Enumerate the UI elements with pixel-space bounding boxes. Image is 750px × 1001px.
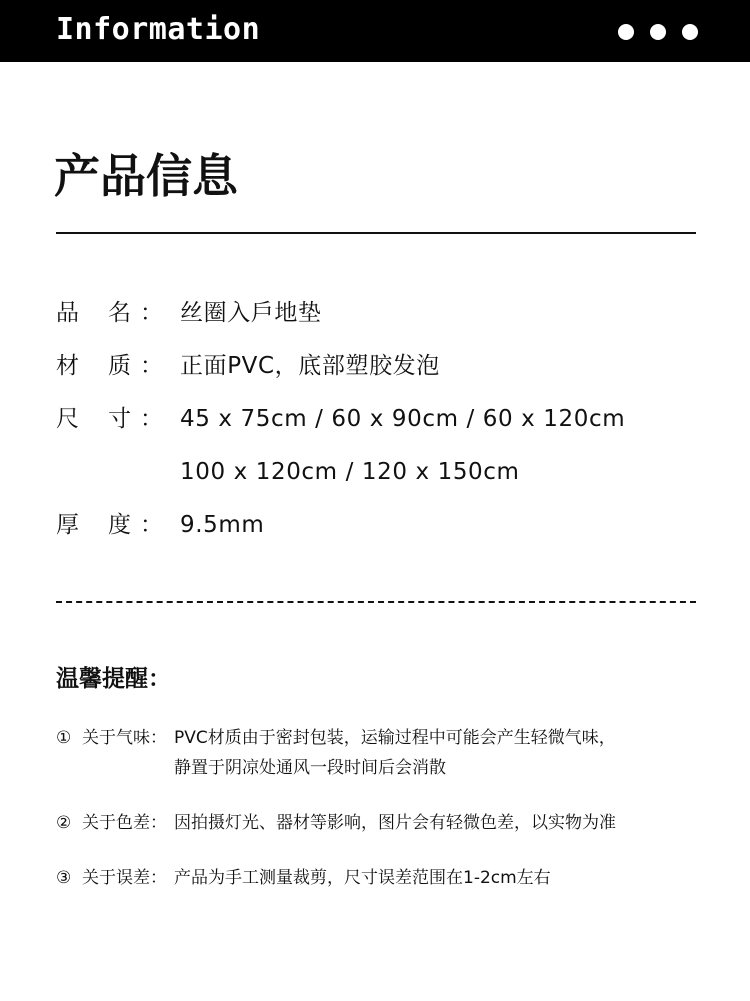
spec-label-char: 品 <box>56 300 79 326</box>
brand-title: Information <box>56 12 261 47</box>
tip-text: PVC材质由于密封包装，运输过程中可能会产生轻微气味， <box>174 728 616 748</box>
tip-number: ① <box>56 728 72 748</box>
dot-icon <box>682 24 698 40</box>
divider <box>56 232 696 234</box>
spec-label-char: 尺 <box>56 406 79 432</box>
page-title: 产品信息 <box>54 149 238 203</box>
tip-text: 因拍摄灯光、器材等影响，图片会有轻微色差，以实物为准 <box>174 813 616 833</box>
spec-value: 9.5mm <box>180 512 265 538</box>
spec-label-char: 质 <box>108 353 131 379</box>
tip-label: 关于色差： <box>82 813 167 833</box>
spec-value: 丝圈入戶地垫 <box>180 300 322 326</box>
tip-item-smell <box>56 723 696 783</box>
menu-dots[interactable] <box>618 24 698 40</box>
spec-value: 100 x 120cm / 120 x 150cm <box>180 459 520 485</box>
spec-label-char: 名 <box>108 300 131 326</box>
tip-number: ② <box>56 813 72 833</box>
spec-label-char: 度 <box>108 512 131 538</box>
tips-title: 温馨提醒： <box>56 666 171 692</box>
tip-label: 关于气味： <box>82 728 167 748</box>
tip-label: 关于误差： <box>82 868 167 888</box>
spec-label-colon: ： <box>140 353 163 379</box>
tip-text: 静置于阴凉处通风一段时间后会消散 <box>174 758 446 778</box>
dot-icon <box>618 24 634 40</box>
top-bar <box>0 0 750 62</box>
spec-label-colon: ： <box>140 300 163 326</box>
spec-value: 正面PVC，底部塑胶发泡 <box>180 353 440 379</box>
spec-label-char: 材 <box>56 353 79 379</box>
tip-item-error <box>56 863 696 893</box>
spec-label-char: 寸 <box>108 406 131 432</box>
spec-label-char: 厚 <box>56 512 79 538</box>
spec-label-colon: ： <box>140 406 163 432</box>
tip-item-color <box>56 808 696 838</box>
dot-icon <box>650 24 666 40</box>
tip-number: ③ <box>56 868 72 888</box>
spec-label-colon: ： <box>140 512 163 538</box>
dashed-divider <box>56 601 696 603</box>
spec-value: 45 x 75cm / 60 x 90cm / 60 x 120cm <box>180 406 626 432</box>
tip-text: 产品为手工测量裁剪，尺寸误差范围在1-2cm左右 <box>174 868 551 888</box>
